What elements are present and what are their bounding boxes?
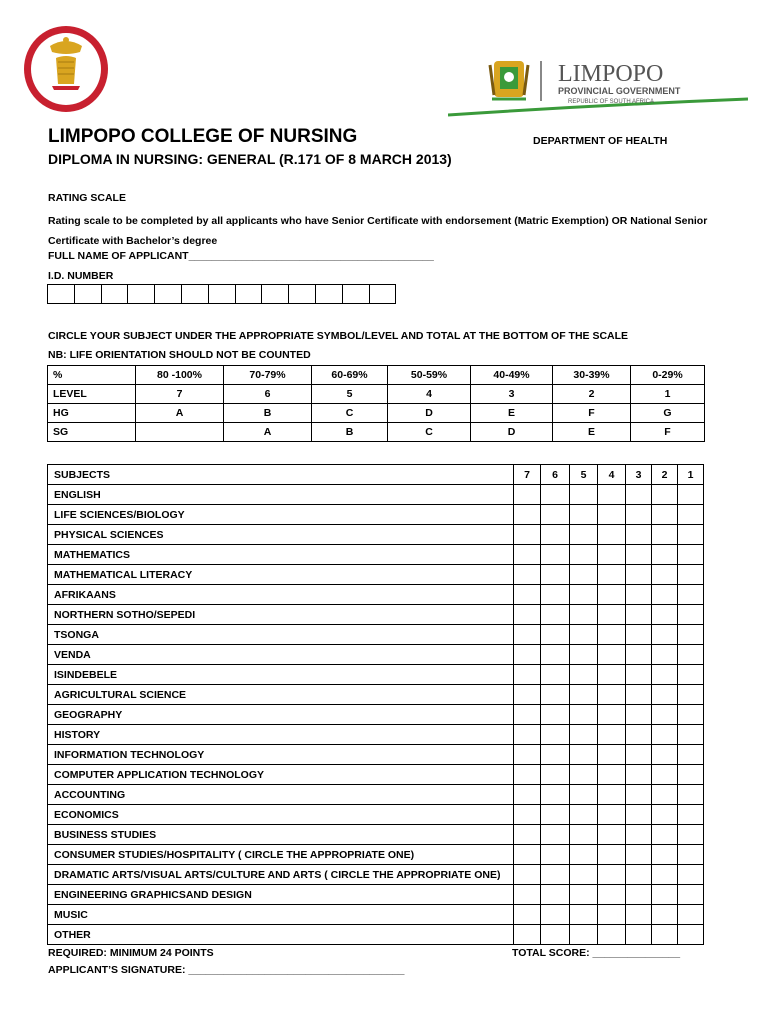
level-cell[interactable]: [678, 565, 704, 585]
level-cell[interactable]: [626, 485, 652, 505]
subject-row: [48, 725, 704, 745]
level-cell[interactable]: [541, 825, 570, 845]
svg-text:DEPARTMENT OF HEALTH: DEPARTMENT OF HEALTH: [34, 80, 98, 105]
level-cell[interactable]: [652, 665, 678, 685]
subject-row: [48, 905, 704, 925]
level-cell[interactable]: [541, 525, 570, 545]
department-label: DEPARTMENT OF HEALTH: [533, 135, 668, 147]
svg-text:LIMPOPO: LIMPOPO: [558, 61, 664, 87]
level-cell[interactable]: [514, 505, 541, 525]
applicant-signature-field[interactable]: APPLICANT’S SIGNATURE: _____________________________________: [48, 964, 405, 976]
level-cell[interactable]: [626, 885, 652, 905]
level-cell[interactable]: [626, 665, 652, 685]
level-cell[interactable]: [678, 665, 704, 685]
level-cell[interactable]: [652, 585, 678, 605]
level-cell[interactable]: [678, 825, 704, 845]
scale-row: [48, 404, 705, 423]
id-number-boxes[interactable]: [47, 284, 396, 304]
level-cell[interactable]: [598, 605, 626, 625]
subject-name[interactable]: LIFE SCIENCES/BIOLOGY: [48, 505, 514, 525]
level-cell[interactable]: [598, 485, 626, 505]
level-cell[interactable]: [570, 625, 598, 645]
scale-row: [48, 366, 705, 385]
level-cell[interactable]: [652, 705, 678, 725]
level-cell[interactable]: [570, 845, 598, 865]
level-cell[interactable]: [626, 765, 652, 785]
level-cell[interactable]: [514, 785, 541, 805]
level-cell[interactable]: [626, 525, 652, 545]
level-cell[interactable]: [570, 865, 598, 885]
full-name-field[interactable]: FULL NAME OF APPLICANT__________________________________________: [48, 250, 434, 262]
level-cell[interactable]: [652, 725, 678, 745]
level-cell[interactable]: [678, 725, 704, 745]
level-cell[interactable]: [570, 885, 598, 905]
id-digit-box[interactable]: [262, 285, 289, 304]
level-cell[interactable]: [541, 605, 570, 625]
id-digit-box[interactable]: [235, 285, 262, 304]
nursing-college-logo: [22, 24, 110, 114]
level-cell[interactable]: [652, 565, 678, 585]
level-cell[interactable]: [514, 565, 541, 585]
subject-name[interactable]: ECONOMICS: [48, 805, 514, 825]
level-cell[interactable]: [598, 545, 626, 565]
subject-row: [48, 705, 704, 725]
level-cell[interactable]: [652, 505, 678, 525]
subject-row: [48, 505, 704, 525]
subject-name[interactable]: ENGLISH: [48, 485, 514, 505]
level-cell[interactable]: [678, 925, 704, 945]
scale-row: [48, 385, 705, 404]
level-cell[interactable]: [598, 745, 626, 765]
level-cell[interactable]: [514, 605, 541, 625]
level-cell[interactable]: [598, 505, 626, 525]
subject-row: [48, 825, 704, 845]
level-cell[interactable]: [678, 605, 704, 625]
scale-cell: B: [224, 404, 312, 423]
scale-cell: 3: [471, 385, 553, 404]
rating-scale-label: RATING SCALE: [48, 192, 126, 204]
subject-name[interactable]: ISINDEBELE: [48, 665, 514, 685]
scale-cell: C: [388, 423, 471, 442]
scale-cell: D: [471, 423, 553, 442]
level-cell[interactable]: [598, 785, 626, 805]
level-header: 1: [678, 465, 704, 485]
id-digit-box[interactable]: [48, 285, 75, 304]
level-cell[interactable]: [652, 525, 678, 545]
limpopo-provincial-logo: [448, 55, 748, 117]
level-cell[interactable]: [652, 485, 678, 505]
level-header: 6: [541, 465, 570, 485]
scale-cell: 40-49%: [471, 366, 553, 385]
subject-name[interactable]: BUSINESS STUDIES: [48, 825, 514, 845]
id-digit-box[interactable]: [181, 285, 208, 304]
level-cell[interactable]: [598, 765, 626, 785]
level-cell[interactable]: [626, 925, 652, 945]
svg-text:PROVINCIAL GOVERNMENT: PROVINCIAL GOVERNMENT: [558, 86, 681, 96]
scale-row: [48, 423, 705, 442]
level-cell[interactable]: [626, 685, 652, 705]
level-cell[interactable]: [541, 545, 570, 565]
level-header: 3: [626, 465, 652, 485]
subject-name[interactable]: DRAMATIC ARTS/VISUAL ARTS/CULTURE AND ARTS ( CIRCLE THE APPROPRIATE ONE): [48, 865, 514, 885]
level-cell[interactable]: [570, 545, 598, 565]
level-cell[interactable]: [678, 745, 704, 765]
id-digit-box[interactable]: [101, 285, 128, 304]
level-cell[interactable]: [678, 485, 704, 505]
subject-name[interactable]: OTHER: [48, 925, 514, 945]
level-cell[interactable]: [652, 925, 678, 945]
subject-name[interactable]: PHYSICAL SCIENCES: [48, 525, 514, 545]
subject-name[interactable]: AFRIKAANS: [48, 585, 514, 605]
level-cell[interactable]: [541, 485, 570, 505]
level-cell[interactable]: [570, 685, 598, 705]
level-cell[interactable]: [678, 765, 704, 785]
level-cell[interactable]: [598, 925, 626, 945]
level-cell[interactable]: [514, 805, 541, 825]
level-cell[interactable]: [652, 825, 678, 845]
level-cell[interactable]: [570, 705, 598, 725]
level-header: 7: [514, 465, 541, 485]
scale-cell: 1: [631, 385, 705, 404]
subject-row: [48, 565, 704, 585]
level-cell[interactable]: [541, 625, 570, 645]
subject-row: [48, 765, 704, 785]
level-cell[interactable]: [514, 625, 541, 645]
level-cell[interactable]: [678, 885, 704, 905]
id-number-label: I.D. NUMBER: [48, 270, 114, 282]
subject-name[interactable]: GEOGRAPHY: [48, 705, 514, 725]
level-cell[interactable]: [678, 905, 704, 925]
level-cell[interactable]: [652, 885, 678, 905]
level-cell[interactable]: [598, 725, 626, 745]
level-cell[interactable]: [598, 905, 626, 925]
level-cell[interactable]: [570, 925, 598, 945]
level-cell[interactable]: [652, 745, 678, 765]
scale-cell: 80 -100%: [136, 366, 224, 385]
level-cell[interactable]: [570, 505, 598, 525]
level-cell[interactable]: [598, 525, 626, 545]
scale-cell: E: [471, 404, 553, 423]
level-cell[interactable]: [598, 665, 626, 685]
total-score-field[interactable]: TOTAL SCORE: _______________: [512, 947, 681, 959]
subject-row: [48, 805, 704, 825]
level-cell[interactable]: [678, 705, 704, 725]
level-cell[interactable]: [626, 905, 652, 925]
level-cell[interactable]: [598, 825, 626, 845]
level-cell[interactable]: [570, 745, 598, 765]
diploma-title: DIPLOMA IN NURSING: GENERAL (R.171 OF 8 MARCH 2013): [48, 151, 452, 167]
scale-row-label: SG: [48, 423, 136, 442]
subject-name[interactable]: AGRICULTURAL SCIENCE: [48, 685, 514, 705]
level-cell[interactable]: [570, 565, 598, 585]
level-cell[interactable]: [570, 905, 598, 925]
scale-cell: 4: [388, 385, 471, 404]
level-cell[interactable]: [678, 525, 704, 545]
level-cell[interactable]: [652, 805, 678, 825]
level-cell[interactable]: [652, 905, 678, 925]
level-cell[interactable]: [514, 845, 541, 865]
level-cell[interactable]: [626, 825, 652, 845]
level-cell[interactable]: [570, 525, 598, 545]
level-cell[interactable]: [570, 765, 598, 785]
level-cell[interactable]: [626, 545, 652, 565]
level-cell[interactable]: [598, 705, 626, 725]
subject-row: [48, 925, 704, 945]
subject-row: [48, 605, 704, 625]
subject-name[interactable]: ACCOUNTING: [48, 785, 514, 805]
subject-row: [48, 665, 704, 685]
rating-scale-description: Rating scale to be completed by all applicants who have Senior Certificate with endorsement (Matric Exemption) OR National Senior Certificate with Bachelor’s degree: [48, 215, 708, 247]
level-cell[interactable]: [541, 865, 570, 885]
level-cell[interactable]: [626, 845, 652, 865]
scale-cell: [136, 423, 224, 442]
level-cell[interactable]: [598, 865, 626, 885]
level-cell[interactable]: [570, 805, 598, 825]
level-cell[interactable]: [570, 785, 598, 805]
subject-row: [48, 845, 704, 865]
scale-cell: 50-59%: [388, 366, 471, 385]
level-cell[interactable]: [514, 925, 541, 945]
subjects-header-row: [48, 465, 704, 485]
level-cell[interactable]: [626, 505, 652, 525]
level-cell[interactable]: [678, 625, 704, 645]
level-cell[interactable]: [514, 865, 541, 885]
subject-row: [48, 885, 704, 905]
level-cell[interactable]: [626, 725, 652, 745]
level-cell[interactable]: [541, 785, 570, 805]
level-cell[interactable]: [541, 565, 570, 585]
level-cell[interactable]: [598, 565, 626, 585]
level-cell[interactable]: [652, 765, 678, 785]
level-cell[interactable]: [598, 845, 626, 865]
svg-text:REPUBLIC OF SOUTH AFRICA: REPUBLIC OF SOUTH AFRICA: [568, 99, 655, 105]
scale-cell: A: [136, 404, 224, 423]
subject-name[interactable]: ENGINEERING GRAPHICSAND DESIGN: [48, 885, 514, 905]
subject-row: [48, 685, 704, 705]
level-cell[interactable]: [626, 805, 652, 825]
subject-name[interactable]: CONSUMER STUDIES/HOSPITALITY ( CIRCLE THE APPROPRIATE ONE): [48, 845, 514, 865]
level-cell[interactable]: [626, 745, 652, 765]
level-cell[interactable]: [678, 865, 704, 885]
id-number-row[interactable]: [48, 285, 396, 304]
level-cell[interactable]: [514, 745, 541, 765]
level-header: 2: [652, 465, 678, 485]
id-digit-box[interactable]: [208, 285, 235, 304]
level-cell[interactable]: [541, 705, 570, 725]
scale-cell: F: [553, 404, 631, 423]
subject-row: [48, 585, 704, 605]
level-cell[interactable]: [626, 865, 652, 885]
level-cell[interactable]: [514, 705, 541, 725]
level-cell[interactable]: [678, 585, 704, 605]
scale-row-label: HG: [48, 404, 136, 423]
level-cell[interactable]: [678, 845, 704, 865]
scale-cell: 5: [312, 385, 388, 404]
level-cell[interactable]: [626, 625, 652, 645]
subject-row: [48, 865, 704, 885]
id-digit-box[interactable]: [289, 285, 316, 304]
level-cell[interactable]: [570, 645, 598, 665]
scale-cell: 60-69%: [312, 366, 388, 385]
level-cell[interactable]: [514, 765, 541, 785]
level-cell[interactable]: [514, 545, 541, 565]
scale-cell: 2: [553, 385, 631, 404]
scale-cell: 0-29%: [631, 366, 705, 385]
level-cell[interactable]: [541, 585, 570, 605]
scale-cell: F: [631, 423, 705, 442]
level-cell[interactable]: [514, 665, 541, 685]
subject-row: [48, 485, 704, 505]
level-cell[interactable]: [541, 725, 570, 745]
level-cell[interactable]: [514, 685, 541, 705]
subjects-table: [47, 464, 704, 945]
level-cell[interactable]: [626, 785, 652, 805]
level-cell[interactable]: [570, 585, 598, 605]
scale-cell: 6: [224, 385, 312, 404]
level-cell[interactable]: [652, 865, 678, 885]
subject-name[interactable]: MATHEMATICS: [48, 545, 514, 565]
level-cell[interactable]: [514, 645, 541, 665]
level-cell[interactable]: [678, 785, 704, 805]
scale-cell: 7: [136, 385, 224, 404]
level-cell[interactable]: [570, 825, 598, 845]
subjects-header: SUBJECTS: [48, 465, 514, 485]
subject-name[interactable]: COMPUTER APPLICATION TECHNOLOGY: [48, 765, 514, 785]
subject-name[interactable]: NORTHERN SOTHO/SEPEDI: [48, 605, 514, 625]
level-cell[interactable]: [598, 645, 626, 665]
level-cell[interactable]: [678, 645, 704, 665]
subject-row: [48, 745, 704, 765]
scale-row-label: LEVEL: [48, 385, 136, 404]
level-cell[interactable]: [678, 805, 704, 825]
scale-cell: 70-79%: [224, 366, 312, 385]
level-cell[interactable]: [570, 665, 598, 685]
subject-name[interactable]: TSONGA: [48, 625, 514, 645]
level-cell[interactable]: [626, 585, 652, 605]
level-cell[interactable]: [598, 885, 626, 905]
id-digit-box[interactable]: [342, 285, 369, 304]
level-cell[interactable]: [541, 685, 570, 705]
subject-row: [48, 645, 704, 665]
level-cell[interactable]: [598, 625, 626, 645]
subject-name[interactable]: INFORMATION TECHNOLOGY: [48, 745, 514, 765]
subject-name[interactable]: MATHEMATICAL LITERACY: [48, 565, 514, 585]
level-cell[interactable]: [626, 705, 652, 725]
id-digit-box[interactable]: [315, 285, 342, 304]
subject-name[interactable]: VENDA: [48, 645, 514, 665]
level-cell[interactable]: [541, 645, 570, 665]
level-cell[interactable]: [652, 605, 678, 625]
id-digit-box[interactable]: [155, 285, 182, 304]
scale-cell: B: [312, 423, 388, 442]
scale-cell: E: [553, 423, 631, 442]
subject-row: [48, 785, 704, 805]
level-cell[interactable]: [570, 485, 598, 505]
subject-row: [48, 545, 704, 565]
scale-cell: A: [224, 423, 312, 442]
level-cell[interactable]: [626, 565, 652, 585]
level-header: 4: [598, 465, 626, 485]
level-cell[interactable]: [541, 885, 570, 905]
level-cell[interactable]: [626, 645, 652, 665]
level-cell[interactable]: [541, 765, 570, 785]
level-cell[interactable]: [570, 605, 598, 625]
level-cell[interactable]: [514, 905, 541, 925]
level-cell[interactable]: [626, 605, 652, 625]
level-cell[interactable]: [598, 805, 626, 825]
subject-row: [48, 625, 704, 645]
scale-cell: C: [312, 404, 388, 423]
level-cell[interactable]: [514, 885, 541, 905]
level-cell[interactable]: [652, 685, 678, 705]
level-cell[interactable]: [514, 825, 541, 845]
college-title: LIMPOPO COLLEGE OF NURSING: [48, 126, 358, 147]
level-cell[interactable]: [598, 685, 626, 705]
rating-scale-table: [47, 365, 705, 442]
level-cell[interactable]: [598, 585, 626, 605]
level-cell[interactable]: [652, 645, 678, 665]
level-cell[interactable]: [541, 505, 570, 525]
scale-row-label: %: [48, 366, 136, 385]
life-orientation-note: NB: LIFE ORIENTATION SHOULD NOT BE COUNTED: [48, 349, 311, 361]
level-cell[interactable]: [514, 485, 541, 505]
id-digit-box[interactable]: [369, 285, 396, 304]
level-cell[interactable]: [514, 725, 541, 745]
subject-name[interactable]: MUSIC: [48, 905, 514, 925]
scale-cell: G: [631, 404, 705, 423]
level-cell[interactable]: [652, 545, 678, 565]
level-cell[interactable]: [652, 845, 678, 865]
level-cell[interactable]: [570, 725, 598, 745]
level-cell[interactable]: [541, 925, 570, 945]
level-cell[interactable]: [652, 625, 678, 645]
level-cell[interactable]: [678, 505, 704, 525]
id-digit-box[interactable]: [74, 285, 101, 304]
level-cell[interactable]: [541, 805, 570, 825]
level-cell[interactable]: [541, 665, 570, 685]
subject-row: [48, 525, 704, 545]
level-cell[interactable]: [541, 845, 570, 865]
scale-cell: 30-39%: [553, 366, 631, 385]
level-cell[interactable]: [678, 685, 704, 705]
level-cell[interactable]: [541, 745, 570, 765]
required-points-note: REQUIRED: MINIMUM 24 POINTS: [48, 947, 214, 959]
level-header: 5: [570, 465, 598, 485]
level-cell[interactable]: [652, 785, 678, 805]
level-cell[interactable]: [678, 545, 704, 565]
id-digit-box[interactable]: [128, 285, 155, 304]
level-cell[interactable]: [514, 585, 541, 605]
scale-cell: D: [388, 404, 471, 423]
subject-name[interactable]: HISTORY: [48, 725, 514, 745]
level-cell[interactable]: [541, 905, 570, 925]
circle-instruction: CIRCLE YOUR SUBJECT UNDER THE APPROPRIATE SYMBOL/LEVEL AND TOTAL AT THE BOTTOM OF THE SCALE: [48, 330, 629, 342]
level-cell[interactable]: [514, 525, 541, 545]
